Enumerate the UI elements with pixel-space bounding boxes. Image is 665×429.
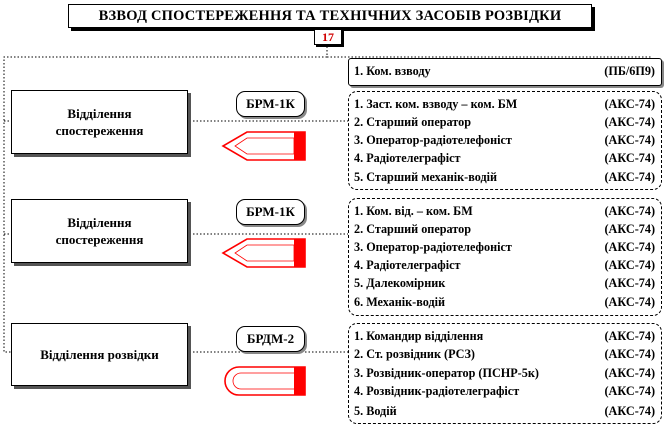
crew-row: 4. Радіотелеграфіст (АКС-74) <box>354 151 655 165</box>
crew-list-1 <box>348 91 662 190</box>
unit-name-line2: спостереження <box>55 123 144 138</box>
crew-row: 2. Ст. розвідник (РСЗ) (АКС-74) <box>354 347 655 361</box>
crew-row: 1. Командир відділення (АКС-74) <box>354 329 655 343</box>
crew-row: 4. Розвідник-радіотелеграфіст (АКС-74) <box>354 384 655 398</box>
vehicle-badge-1: БРМ-1К <box>236 91 305 117</box>
unit-reconnaissance <box>11 323 188 386</box>
crew-row: 2. Старший оператор (АКС-74) <box>354 222 655 236</box>
commander-weapon: (ПБ/6П9) <box>604 64 655 78</box>
crew-row: 6. Механік-водій (АКС-74) <box>354 295 655 309</box>
crew-row: 3. Оператор-радіотелефоніст (АКС-74) <box>354 133 655 147</box>
commander-label: 1. Ком. взводу <box>354 64 431 78</box>
commander-box <box>348 58 662 86</box>
unit-observation-1 <box>11 90 188 154</box>
page-title: ВЗВОД СПОСТЕРЕЖЕННЯ ТА ТЕХНІЧНИХ ЗАСОБІВ РОЗВІДКИ <box>68 4 592 28</box>
unit-name-line1: Відділення <box>67 215 132 230</box>
crew-list-3 <box>348 323 662 424</box>
crew-row: 5. Водій (АКС-74) <box>354 404 655 418</box>
crew-row: 3. Розвідник-оператор (ПСНР-5к) (АКС-74) <box>354 366 655 380</box>
unit-number-badge: 17 <box>314 29 342 45</box>
crew-list-2 <box>348 198 662 316</box>
crew-row: 3. Оператор-радіотелефоніст (АКС-74) <box>354 240 655 254</box>
crew-row: 5. Старший механік-водій (АКС-74) <box>354 170 655 184</box>
vehicle-symbol-3 <box>221 365 307 397</box>
crew-row: 1. Ком. від. – ком. БМ (АКС-74) <box>354 204 655 218</box>
vehicle-symbol-2 <box>221 237 307 269</box>
vehicle-symbol-1 <box>221 130 307 162</box>
crew-row: 4. Радіотелеграфіст (АКС-74) <box>354 258 655 272</box>
vehicle-badge-2: БРМ-1К <box>236 199 305 225</box>
crew-row: 2. Старший оператор (АКС-74) <box>354 115 655 129</box>
vehicle-badge-3: БРДМ-2 <box>236 326 305 352</box>
unit-observation-2 <box>11 199 188 263</box>
commander-row <box>354 62 655 80</box>
unit-name-line2: спостереження <box>55 232 144 247</box>
unit-name-line1: Відділення <box>67 106 132 121</box>
crew-row: 5. Далекомірник (АКС-74) <box>354 276 655 290</box>
crew-row: 1. Заст. ком. взводу – ком. БМ (АКС-74) <box>354 97 655 111</box>
unit-name-line1: Відділення розвідки <box>40 347 159 362</box>
